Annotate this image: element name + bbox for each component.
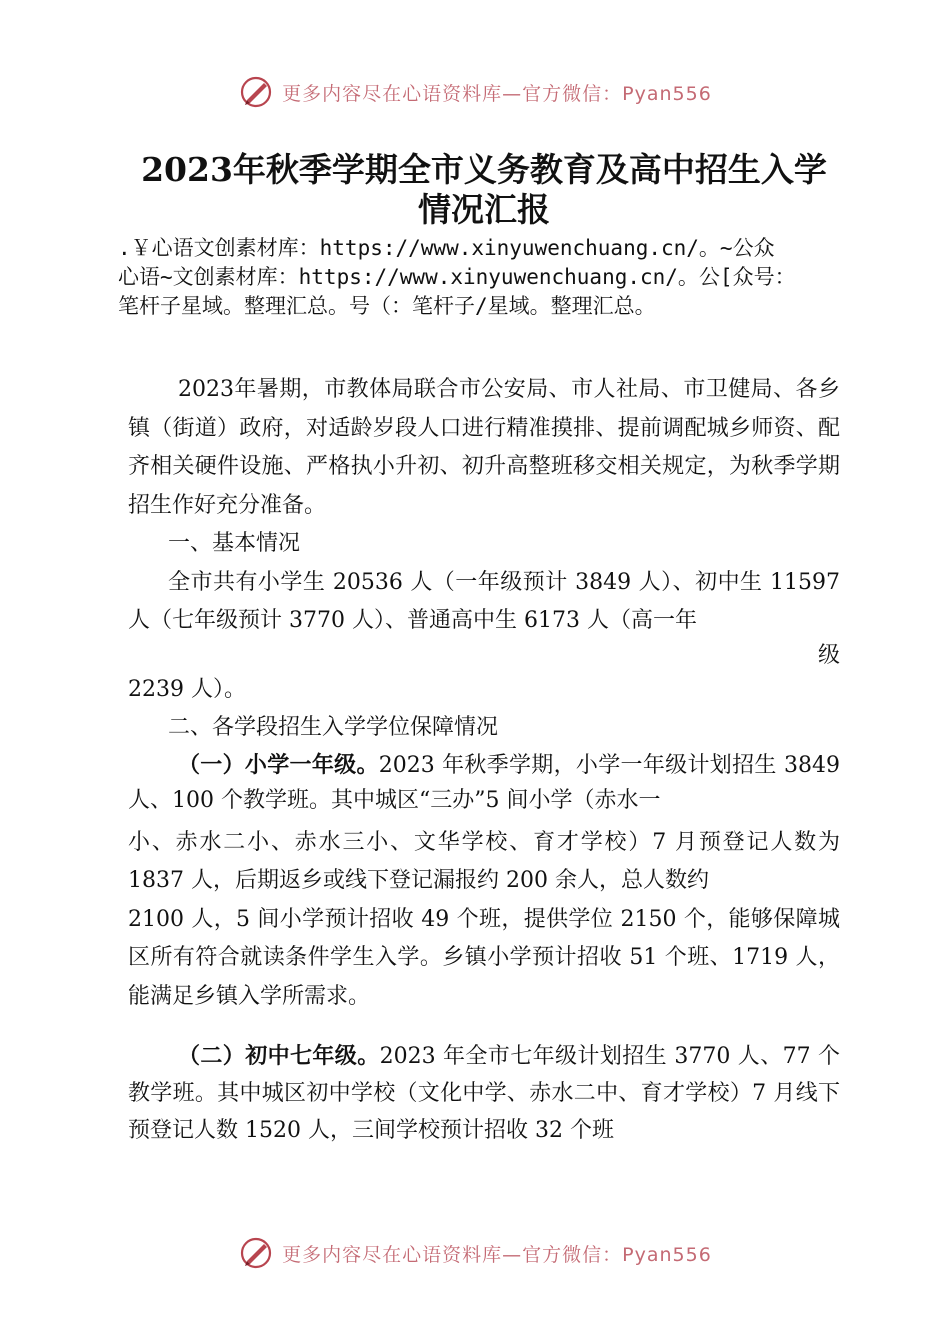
basic-situation-paragraph <box>128 564 840 671</box>
section-primary-text-b: 小、赤水二小、赤水三小、文华学校、育才学校）7 月预登记人数为 1837 人，后期返乡或线下登记漏报约 200 余人，总人数约 <box>128 829 840 893</box>
pen-logo-icon <box>238 74 274 110</box>
section-junior-text-a: 2023 年全市七年级计划招生 3770 人、77 个教学班。其中城区初中学校（文化中学、赤水二中、育才学校）7 月线下预登记人数 1520 人，三间学校预计招收 32 个班 <box>128 1044 840 1143</box>
section-primary-label: （一）小学一年级。 <box>178 752 379 778</box>
watermark-text: 更多内容尽在心语资料库—官方微信：Pyan556 <box>282 1243 712 1266</box>
title-line-1: 2023年秋季学期全市义务教育及高中招生入学 <box>141 150 827 189</box>
heading-enrollment: 二、各学段招生入学学位保障情况 <box>168 715 499 740</box>
section-junior-label: （二）初中七年级。 <box>178 1044 380 1069</box>
basic-text-a: 全市共有小学生 20536 人（一年级预计 3849 人）、初中生 11597 人（七年级预计 3770 人）、普通高中生 6173 人（高一年 <box>128 569 840 633</box>
header-watermark-banner <box>0 72 950 112</box>
source-note-line: 心语~文创素材库：https://www.xinyuwenchuang.cn/。公[众号： <box>118 265 796 289</box>
basic-text-c: 2239 人）。 <box>128 676 246 702</box>
source-note-line: .￥心语文创素材库：https://www.xinyuwenchuang.cn/。~公众 <box>118 236 775 260</box>
section-primary-paragraph <box>128 748 840 818</box>
watermark-text: 更多内容尽在心语资料库—官方微信：Pyan556 <box>282 82 712 105</box>
source-note-line: 笔杆子星域。整理汇总。号（：笔杆子/星域。整理汇总。 <box>118 294 656 318</box>
footer-watermark-banner <box>0 1233 950 1273</box>
heading-basic-situation: 一、基本情况 <box>168 531 301 556</box>
section-primary-text-c: 2100 人，5 间小学预计招收 49 个班，提供学位 2150 个，能够保障城区所有符合就读条件学生入学。乡镇小学预计招收 51 个班、1719 人，能满足乡镇入学所需求。 <box>128 906 840 1009</box>
intro-paragraph: 2023年暑期，市教体局联合市公安局、市人社局、市卫健局、各乡镇（街道）政府，对适龄岁段人口进行精准摸排、提前调配城乡师资、配齐相关硬件设施、严格执小升初、初升高整班移交相关规定，为秋季学期招生作好充分准备。 <box>128 377 840 518</box>
basic-text-b: 级 <box>817 642 840 668</box>
source-note <box>118 234 848 321</box>
pen-logo-icon <box>238 1235 274 1271</box>
document-title <box>128 150 840 230</box>
section-junior-paragraph <box>128 1038 840 1149</box>
document-body <box>118 150 840 1149</box>
title-line-2: 情况汇报 <box>418 190 550 229</box>
section-primary-text-a: 2023 年秋季学期，小学一年级计划招生 3849 人、100 个教学班。其中城区“三办”5 间小学（赤水一 <box>128 752 840 813</box>
